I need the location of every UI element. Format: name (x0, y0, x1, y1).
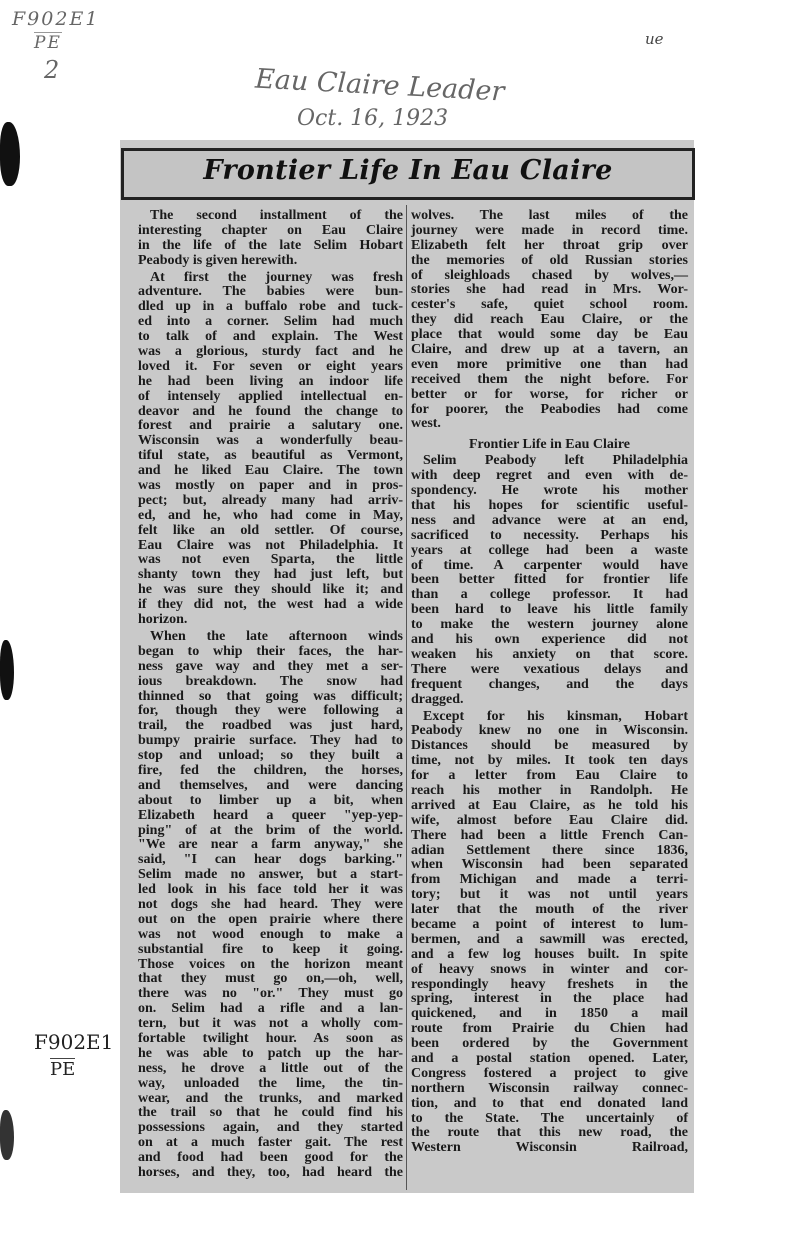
text-line: better or for worse, for richer or (411, 386, 688, 402)
text-line: received them the night before. For (411, 371, 688, 387)
text-line: dled up in a buffalo robe and tuck- (138, 299, 403, 315)
text-line: in the life of the late Selim Hobart (138, 237, 403, 253)
text-line: adian Settlement there since 1836, (411, 842, 688, 858)
article-column-left (138, 209, 403, 1183)
headline: Frontier Life In Eau Claire (203, 155, 613, 186)
text-line: and food had been good for the (138, 1150, 403, 1166)
text-line: not dogs she had heard. They were (138, 896, 403, 912)
text-line: ness, he drove a little out of the (138, 1060, 403, 1076)
text-line: for poorer, the Peabodies had come (411, 401, 688, 417)
text-line: was a glorious, sturdy fact and he (138, 344, 403, 360)
text-line: was not wood enough to make a (138, 926, 403, 942)
text-line: been hard to leave his little family (411, 602, 688, 618)
text-line: fire, fed the children, the horses, (138, 762, 403, 778)
text-line: tion, and to that end donated land (411, 1095, 688, 1111)
text-line: of time. A carpenter would have (411, 557, 688, 573)
catalog-number-top: F902E1 (12, 8, 100, 30)
text-line: quickened, and in 1850 a mail (411, 1006, 688, 1022)
text-line: of heavy snows in winter and cor- (411, 961, 688, 977)
text-line: fortable twilight hour. As soon as (138, 1030, 403, 1046)
paragraph (411, 454, 688, 707)
text-line: and a few log houses built. In spite (411, 946, 688, 962)
text-line: journey were made in record time. (411, 222, 688, 238)
text-line: interesting chapter on Eau Claire (138, 222, 403, 238)
text-line: than a college professor. It had (411, 587, 688, 603)
text-line: and a postal station opened. Later, (411, 1050, 688, 1066)
text-line: place that would some day be Eau (411, 327, 688, 343)
text-line: of sleighloads chased by wolves,— (411, 267, 688, 283)
headline-box (121, 148, 695, 200)
text-line: and he liked Eau Claire. The town (138, 463, 403, 479)
text-line: he was able to patch up the har- (138, 1045, 403, 1061)
text-line: dragged. (411, 691, 464, 707)
text-line: sacrificed to necessity. Perhaps his (411, 527, 688, 543)
text-line: tern, but it was not a wholly com- (138, 1016, 403, 1032)
catalog-page-number: 2 (44, 56, 60, 84)
text-line: wife, almost before Eau Claire did. (411, 812, 688, 828)
catalog-code-top: PE (34, 33, 62, 53)
text-line: spring, interest in the place had (411, 991, 688, 1007)
text-line: Peabody is given herewith. (138, 252, 298, 268)
text-line: stories she had read in Mrs. Wor- (411, 282, 688, 298)
text-line: Wisconsin was a wonderfully beau- (138, 433, 403, 449)
text-line: led look in his face told her it was (138, 882, 403, 898)
scan-hole-mark (0, 1110, 14, 1160)
text-line: Selim made no answer, but a start- (138, 867, 403, 883)
text-line: The second installment of the (150, 208, 403, 223)
date-handwritten: Oct. 16, 1923 (297, 106, 449, 131)
text-line: wolves. The last miles of the (411, 208, 688, 223)
text-line: spondency. He wrote his mother (411, 483, 688, 499)
text-line: Congress fostered a project to give (411, 1065, 688, 1081)
catalog-code-side: PE (50, 1059, 76, 1080)
text-line: Distances should be measured by (411, 738, 688, 754)
text-line: frequent changes, and the days (411, 676, 688, 692)
text-line: the memories of old Russian stories (411, 252, 688, 268)
text-line: on. Selim had a rifle and a lan- (138, 1001, 403, 1017)
paragraph (138, 209, 403, 269)
scan-hole-mark (0, 122, 20, 186)
text-line: that they must go on,—oh, well, (138, 971, 403, 987)
text-line: thinned so that going was difficult; (138, 688, 403, 704)
text-line: Elizabeth heard a queer "yep-yep- (138, 807, 403, 823)
text-line: trail, the roadbed was just hard, (138, 718, 403, 734)
text-line: was not even Sparta, the little (138, 552, 403, 568)
text-line: been better fitted for frontier life (411, 572, 688, 588)
text-line: tory; but it was not until years (411, 887, 688, 903)
text-line: horses, and they, too, had heard the (138, 1165, 403, 1180)
text-line: began to whip their faces, the har- (138, 643, 403, 659)
text-line: route from Prairie du Chien had (411, 1021, 688, 1037)
text-line: ness and advance were at an end, (411, 512, 688, 528)
text-line: felt like an old settler. Of course, (138, 522, 403, 538)
column-divider (406, 205, 407, 1190)
paragraph (138, 271, 403, 628)
text-line: of intensely applied intellectual en- (138, 388, 403, 404)
text-line: the route that this new road, the (411, 1125, 688, 1141)
text-line: when Wisconsin had been separated (411, 857, 688, 873)
text-line: Selim Peabody left Philadelphia (423, 453, 688, 469)
text-line: ness gave way and they met a ser- (138, 658, 403, 674)
text-line: pect; but, already many had arriv- (138, 492, 403, 508)
text-line: respondingly heavy freshets in the (411, 976, 688, 992)
text-line: When the late afternoon winds (150, 628, 403, 644)
text-line: Western Wisconsin Railroad, (411, 1140, 688, 1156)
text-line: ed, and he, who had come in May, (138, 507, 403, 523)
text-line: ed into a corner. Selim had much (138, 314, 403, 330)
text-line: northern Wisconsin railway connec- (411, 1080, 688, 1096)
text-line: on at a much faster gait. The rest (138, 1135, 403, 1151)
paragraph (411, 209, 688, 432)
text-line: wear, and the trunks, and marked (138, 1090, 403, 1106)
text-line: for, though they were following a (138, 703, 403, 719)
text-line: even more primitive one than had (411, 356, 688, 372)
text-line: west. (411, 416, 441, 432)
source-handwritten: Eau Claire Leader (254, 63, 506, 108)
text-line: At first the journey was fresh (150, 269, 403, 285)
text-line: Peabody knew no one in Wisconsin. (411, 723, 688, 739)
text-line: ious breakdown. The snow had (138, 673, 403, 689)
text-line: with deep regret and even with de- (411, 468, 688, 484)
text-line: the trail so that he could find his (138, 1105, 403, 1121)
text-line: Except for his kinsman, Hobart (423, 708, 688, 724)
text-line: bermen, and a sawmill was erected, (411, 931, 688, 947)
text-line: been ordered by the Government (411, 1036, 688, 1052)
text-line: tiful state, as beautiful as Vermont, (138, 448, 403, 464)
text-line: and his own experience did not (411, 632, 688, 648)
text-line: There had been a little French Can- (411, 827, 688, 843)
text-line: to talk of and explain. The West (138, 329, 403, 345)
text-line: way, unloaded the lime, the tin- (138, 1075, 403, 1091)
text-line: cester's safe, quiet school room. (411, 297, 688, 313)
text-line: he had been living an indoor life (138, 373, 403, 389)
text-line: There were vexatious delays and (411, 661, 688, 677)
text-line: for a letter from Eau Claire to (411, 768, 688, 784)
text-line: to make the western journey alone (411, 617, 688, 633)
corner-mark: ue (645, 30, 664, 48)
text-line: bumpy prairie surface. They had to (138, 733, 403, 749)
text-line: reach his mother in Randolph. He (411, 782, 688, 798)
text-line: years at college had been a waste (411, 542, 688, 558)
text-line: they did reach Eau Claire, or the (411, 312, 688, 328)
text-line: possessions again, and they started (138, 1120, 403, 1136)
text-line: and themselves, and were dancing (138, 777, 403, 793)
text-line: time, not by miles. It took ten days (411, 753, 688, 769)
section-subheading: Frontier Life in Eau Claire (469, 437, 630, 453)
catalog-number-side: F902E1 (34, 1030, 114, 1054)
text-line: ping" of at the brim of the world. (138, 822, 403, 838)
text-line: horizon. (138, 612, 188, 628)
text-line: Claire, and drew up at a tavern, an (411, 342, 688, 358)
text-line: weaken his anxiety on that score. (411, 646, 688, 662)
text-line: shanty town they had just left, but (138, 567, 403, 583)
text-line: "We are near a farm anyway," she (138, 837, 403, 853)
text-line: that his hopes for scientific useful- (411, 498, 688, 514)
text-line: from Michigan and made a terri- (411, 872, 688, 888)
text-line: adventure. The babies were bun- (138, 284, 403, 300)
text-line: there was no "or." They must go (138, 986, 403, 1002)
paragraph (411, 710, 688, 1157)
text-line: Eau Claire was not Philadelphia. It (138, 537, 403, 553)
text-line: loved it. For seven or eight years (138, 358, 403, 374)
text-line: stop and unload; so they built a (138, 748, 403, 764)
text-line: Those voices on the horizon meant (138, 956, 403, 972)
text-line: became a point of interest to lum- (411, 916, 688, 932)
scan-hole-mark (0, 640, 14, 700)
text-line: was mostly on paper and in pros- (138, 478, 403, 494)
text-line: arrived at Eau Claire, as he told his (411, 797, 688, 813)
text-line: Elizabeth felt her throat grip over (411, 237, 688, 253)
text-line: said, "I can hear dogs barking." (138, 852, 403, 868)
text-line: about to limber up a bit, when (138, 792, 403, 808)
article-column-right (411, 209, 688, 1158)
text-line: if they did not, the west had a wide (138, 597, 403, 613)
text-line: he was sure they should like it; and (138, 582, 403, 598)
text-line: later that the mouth of the river (411, 902, 688, 918)
text-line: forest and prairie a salutary one. (138, 418, 403, 434)
text-line: out on the open prairie where there (138, 911, 403, 927)
text-line: deavor and he found the change to (138, 403, 403, 419)
text-line: to the State. The uncertainly of (411, 1110, 688, 1126)
paragraph (138, 630, 403, 1181)
text-line: substantial fire to keep it going. (138, 941, 403, 957)
